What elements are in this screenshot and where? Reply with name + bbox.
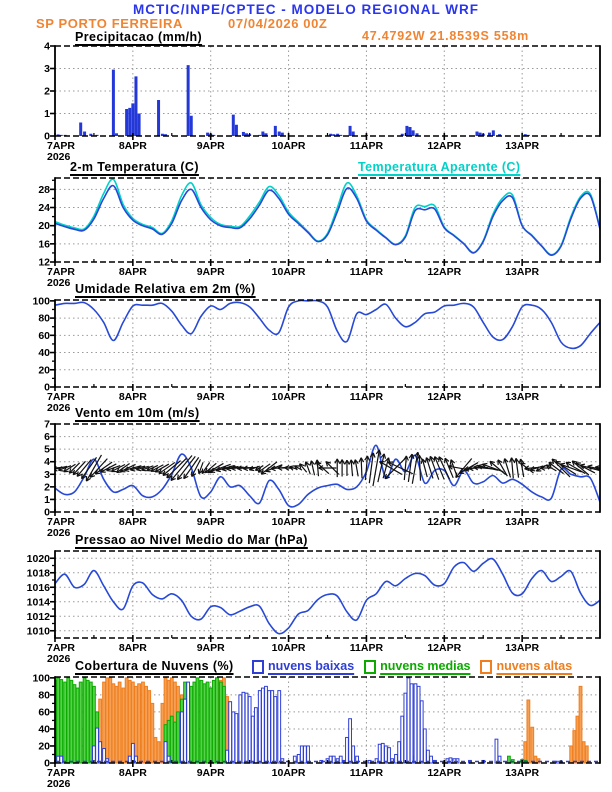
svg-text:40: 40	[38, 723, 50, 736]
svg-text:0: 0	[44, 130, 50, 143]
svg-text:10APR: 10APR	[271, 391, 306, 403]
svg-text:2026: 2026	[47, 527, 71, 539]
station-coordinates: 47.4792W 21.8539S 558m	[362, 29, 530, 43]
svg-text:12APR: 12APR	[427, 767, 462, 779]
panel-title-temperature: 2-m Temperatura (C)	[70, 160, 199, 174]
panel-title-clouds: Cobertura de Nuvens (%)	[75, 659, 234, 673]
svg-text:8APR: 8APR	[118, 140, 147, 152]
panel-title-pressure: Pressao ao Nivel Medio do Mar (hPa)	[75, 533, 308, 547]
svg-text:1010: 1010	[26, 625, 50, 638]
panel-title-humidity: Umidade Relativa em 2m (%)	[75, 282, 256, 296]
svg-text:9APR: 9APR	[196, 767, 225, 779]
model-title: MCTIC/INPE/CPTEC - MODELO REGIONAL WRF	[133, 2, 479, 17]
svg-text:10APR: 10APR	[271, 516, 306, 528]
svg-text:100: 100	[32, 295, 50, 308]
svg-text:0: 0	[44, 757, 50, 770]
svg-text:4: 4	[44, 40, 50, 53]
svg-text:13APR: 13APR	[505, 767, 540, 779]
svg-text:7APR: 7APR	[47, 516, 76, 528]
svg-text:11APR: 11APR	[349, 140, 384, 152]
svg-text:1016: 1016	[26, 581, 50, 594]
svg-text:60: 60	[38, 329, 50, 342]
svg-text:7APR: 7APR	[47, 391, 76, 403]
svg-text:9APR: 9APR	[196, 391, 225, 403]
svg-text:2026: 2026	[47, 151, 71, 163]
svg-text:4: 4	[44, 456, 50, 469]
svg-text:10APR: 10APR	[271, 642, 306, 654]
svg-text:3: 3	[44, 468, 50, 481]
svg-text:13APR: 13APR	[505, 516, 540, 528]
svg-text:10APR: 10APR	[271, 767, 306, 779]
legend-label-low-clouds: nuvens baixas	[268, 659, 355, 673]
svg-text:9APR: 9APR	[196, 140, 225, 152]
svg-text:28: 28	[38, 183, 50, 196]
svg-text:9APR: 9APR	[196, 516, 225, 528]
run-datetime: 07/04/2026 00Z	[228, 16, 328, 31]
svg-text:6: 6	[44, 431, 50, 444]
svg-text:20: 20	[38, 220, 50, 233]
svg-text:100: 100	[32, 672, 50, 685]
svg-text:9APR: 9APR	[196, 266, 225, 278]
svg-text:9APR: 9APR	[196, 642, 225, 654]
svg-text:2026: 2026	[47, 402, 71, 414]
svg-text:1: 1	[44, 493, 50, 506]
svg-text:2: 2	[44, 85, 50, 98]
legend-label-mid-clouds: nuvens medias	[380, 659, 471, 673]
svg-text:80: 80	[38, 689, 50, 702]
station-name: SP PORTO FERREIRA	[36, 16, 183, 31]
svg-text:13APR: 13APR	[505, 140, 540, 152]
svg-text:12APR: 12APR	[427, 391, 462, 403]
svg-text:7: 7	[44, 418, 50, 431]
svg-text:1014: 1014	[26, 596, 50, 609]
svg-text:8APR: 8APR	[118, 391, 147, 403]
svg-text:8APR: 8APR	[118, 767, 147, 779]
svg-text:11APR: 11APR	[349, 767, 384, 779]
svg-text:12APR: 12APR	[427, 642, 462, 654]
svg-text:40: 40	[38, 347, 50, 360]
svg-text:11APR: 11APR	[349, 266, 384, 278]
svg-text:60: 60	[38, 706, 50, 719]
legend-label-high-clouds: nuvens altas	[496, 659, 573, 673]
svg-text:20: 20	[38, 364, 50, 377]
panel-title-apparent-temperature: Temperatura Aparente (C)	[358, 160, 521, 174]
svg-text:20: 20	[38, 740, 50, 753]
svg-text:1012: 1012	[26, 610, 50, 623]
svg-text:0: 0	[44, 506, 50, 519]
svg-text:7APR: 7APR	[47, 767, 76, 779]
svg-text:13APR: 13APR	[505, 266, 540, 278]
svg-text:11APR: 11APR	[349, 391, 384, 403]
svg-text:7APR: 7APR	[47, 266, 76, 278]
svg-text:2: 2	[44, 481, 50, 494]
svg-text:80: 80	[38, 312, 50, 325]
svg-text:16: 16	[38, 238, 50, 251]
svg-text:12APR: 12APR	[427, 516, 462, 528]
svg-text:8APR: 8APR	[118, 266, 147, 278]
svg-text:12APR: 12APR	[427, 140, 462, 152]
svg-text:8APR: 8APR	[118, 642, 147, 654]
svg-text:0: 0	[44, 381, 50, 394]
svg-text:10APR: 10APR	[271, 140, 306, 152]
svg-text:1020: 1020	[26, 552, 50, 565]
svg-text:1: 1	[44, 108, 50, 120]
svg-text:10APR: 10APR	[271, 266, 306, 278]
svg-text:7APR: 7APR	[47, 642, 76, 654]
svg-text:12: 12	[38, 256, 50, 269]
svg-text:13APR: 13APR	[505, 642, 540, 654]
svg-text:1018: 1018	[26, 567, 50, 580]
svg-text:11APR: 11APR	[349, 642, 384, 654]
panel-title-precipitation: Precipitacao (mm/h)	[75, 30, 203, 44]
svg-text:24: 24	[38, 202, 50, 215]
svg-text:13APR: 13APR	[505, 391, 540, 403]
svg-text:2026: 2026	[47, 653, 71, 665]
svg-text:11APR: 11APR	[349, 516, 384, 528]
panel-title-wind: Vento em 10m (m/s)	[75, 406, 200, 420]
svg-text:3: 3	[44, 63, 50, 75]
svg-text:12APR: 12APR	[427, 266, 462, 278]
svg-text:5: 5	[44, 443, 50, 456]
svg-text:2026: 2026	[47, 778, 71, 790]
svg-text:7APR: 7APR	[47, 140, 76, 152]
svg-text:8APR: 8APR	[118, 516, 147, 528]
svg-text:2026: 2026	[47, 277, 71, 289]
